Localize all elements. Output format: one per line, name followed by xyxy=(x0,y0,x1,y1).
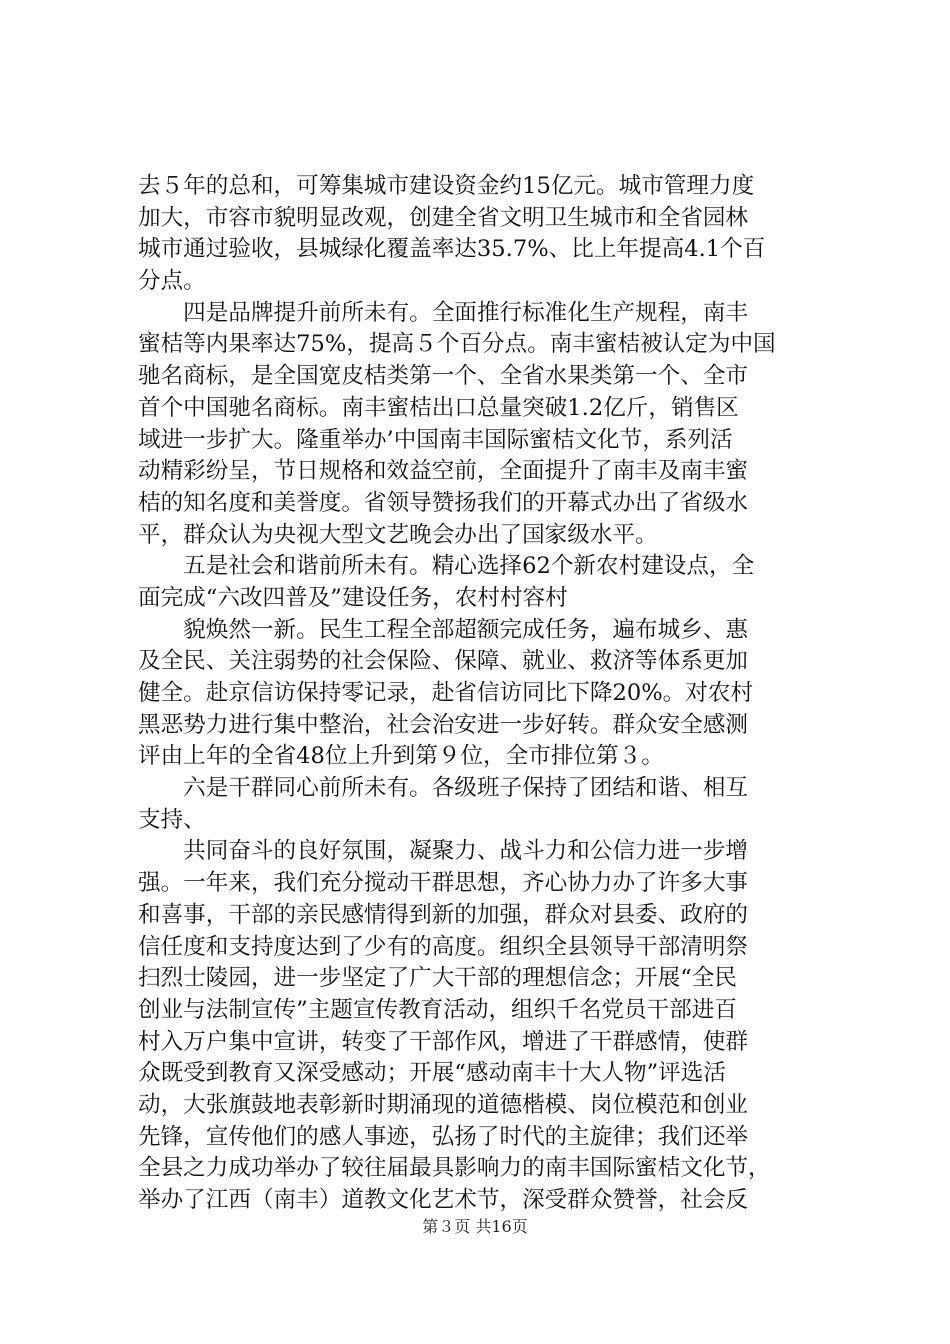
text-line: 加大，市容市貌明显改观，创建全省文明卫生城市和全省园林 xyxy=(138,204,749,231)
text-line: 信任度和支持度达到了少有的高度。组织全县领导干部清明祭 xyxy=(138,933,749,960)
text-line: 城市通过验收，县城绿化覆盖率达35.7%、比上年提高4.1个百 xyxy=(138,236,766,263)
page-number-footer: 第３页 共16页 xyxy=(422,1217,528,1236)
text-line: 动，大张旗鼓地表彰新时期涌现的道德楷模、岗位模范和创业 xyxy=(138,1091,749,1118)
text-line: 和喜事，干部的亲民感情得到新的加强，群众对县委、政府的 xyxy=(138,901,749,928)
text-line: 村入万户集中宣讲，转变了干部作风，增进了干群感情，使群 xyxy=(138,1028,749,1055)
text-line: 桔的知名度和美誉度。省领导赞扬我们的开幕式办出了省级水 xyxy=(138,489,749,516)
text-line: 分点。 xyxy=(138,268,206,295)
text-line: 域进一步扩大。隆重举办’中国南丰国际蜜桔文化节，系列活 xyxy=(138,426,733,453)
text-line: 黑恶势力进行集中整治，社会治安进一步好转。群众安全感测 xyxy=(138,711,749,738)
text-line: 支持、 xyxy=(138,806,206,833)
text-line: 共同奋斗的良好氛围，凝聚力、战斗力和公信力进一步增 xyxy=(138,838,749,865)
text-line: 首个中国驰名商标。南丰蜜桔出口总量突破1.2亿斤，销售区 xyxy=(138,394,739,421)
text-line: 五是社会和谐前所未有。精心选择62个新农村建设点，全 xyxy=(138,553,755,580)
text-line: 强。一年来，我们充分搅动干群思想，齐心协力办了许多大事 xyxy=(138,870,749,897)
text-line: 先锋，宣传他们的感人事迹，弘扬了时代的主旋律；我们还举 xyxy=(138,1123,749,1150)
text-line: 全县之力成功举办了较往届最具影响力的南丰国际蜜桔文化节， xyxy=(138,1155,771,1182)
text-line: 去５年的总和，可筹集城市建设资金约15亿元。城市管理力度 xyxy=(138,173,755,199)
text-line: 动精彩纷呈，节日规格和效益空前，全面提升了南丰及南丰蜜 xyxy=(138,458,749,485)
text-line: 驰名商标，是全国宽皮桔类第一个、全省水果类第一个、全市 xyxy=(138,363,749,390)
text-line: 及全民、关注弱势的社会保险、保障、就业、救济等体系更加 xyxy=(138,648,749,675)
text-line: 六是干群同心前所未有。各级班子保持了团结和谐、相互 xyxy=(138,775,749,802)
text-line: 扫烈士陵园，进一步坚定了广大干部的理想信念；开展“全民 xyxy=(138,965,737,992)
body-text xyxy=(138,171,828,1217)
text-line: 面完成“六改四普及”建设任务，农村村容村 xyxy=(138,584,568,611)
text-line: 健全。赴京信访保持零记录，赴省信访同比下降20%。对农村 xyxy=(138,680,754,706)
text-line: 平，群众认为央视大型文艺晚会办出了国家级水平。 xyxy=(138,521,658,548)
text-line: 貌焕然一新。民生工程全部超额完成任务，遍布城乡、惠 xyxy=(138,616,749,643)
text-line: 评由上年的全省48位上升到第９位，全市排位第３。 xyxy=(138,743,664,770)
text-line: 蜜桔等内果率达75%，提高５个百分点。南丰蜜桔被认定为中国 xyxy=(138,331,776,358)
text-line: 创业与法制宣传”主题宣传教育活动，组织千名党员干部进百 xyxy=(138,996,737,1023)
text-line: 众既受到教育又深受感动；开展“感动南丰十大人物”评选活 xyxy=(138,1060,726,1087)
text-line: 举办了江西（南丰）道教文化艺术节，深受群众赞誉，社会反 xyxy=(138,1187,749,1213)
text-line: 四是品牌提升前所未有。全面推行标准化生产规程，南丰 xyxy=(138,299,749,326)
